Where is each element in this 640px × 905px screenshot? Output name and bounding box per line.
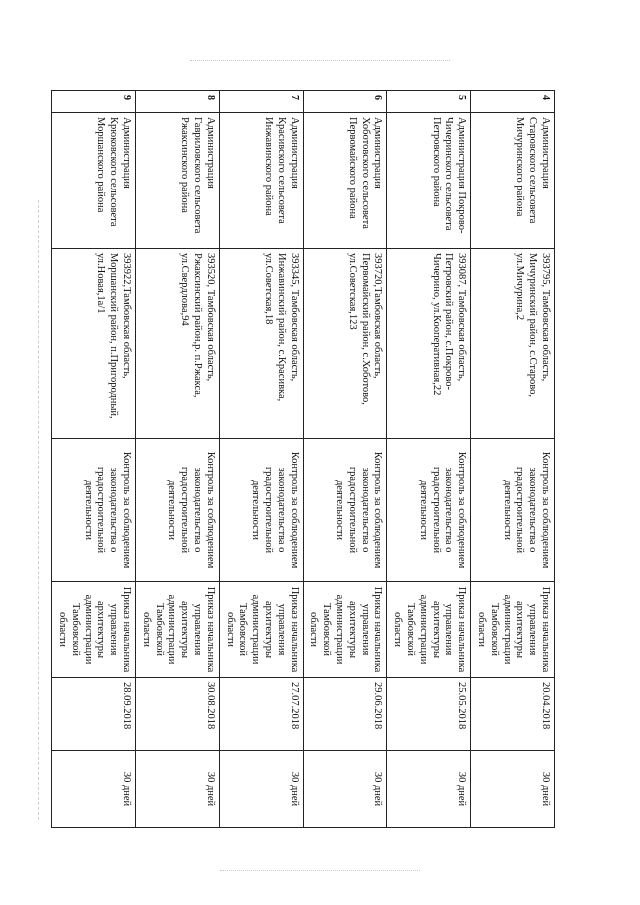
table-row xyxy=(136,91,220,828)
row-number-cell: 9 xyxy=(52,91,136,113)
scan-artifact-top xyxy=(190,60,450,67)
organization-address-cell: 393720,Тамбовская область, Первомайский район, с.Хоботово, ул.Советская,123 xyxy=(303,249,387,439)
inspection-period-cell: 30 дней xyxy=(387,751,471,828)
control-subject-cell: Контроль за соблюдением законодательства о градостроительной деятельности xyxy=(219,439,303,582)
order-basis-cell: Приказ начальника управления архитектуры администрации Тамбовской области xyxy=(219,582,303,678)
inspection-date-cell: 30.08.2018 xyxy=(136,678,220,751)
inspection-schedule-table xyxy=(51,90,555,828)
organization-address-cell: 393922,Тамбовская область, Моршанский район, п.Пригородный, ул.Новая,1а/1 xyxy=(52,249,136,439)
document-page xyxy=(57,90,555,827)
control-subject-cell: Контроль за соблюдением законодательства о градостроительной деятельности xyxy=(303,439,387,582)
organization-name-cell: Администрация Хоботовского сельсовета Первомайского района xyxy=(303,113,387,249)
table-row xyxy=(387,91,471,828)
inspection-date-cell: 25.05.2018 xyxy=(387,678,471,751)
scan-artifact-left xyxy=(38,200,40,820)
row-number-cell: 7 xyxy=(219,91,303,113)
control-subject-cell: Контроль за соблюдением законодательства о градостроительной деятельности xyxy=(52,439,136,582)
inspection-period-cell: 30 дней xyxy=(471,751,555,828)
organization-address-cell: 393345, Тамбовская область, Инжавинский район, с.Красивка, ул.Советская,18 xyxy=(219,249,303,439)
inspection-date-cell: 20.04.2018 xyxy=(471,678,555,751)
order-basis-cell: Приказ начальника управления архитектуры администрации Тамбовской области xyxy=(387,582,471,678)
inspection-date-cell: 29.06.2018 xyxy=(303,678,387,751)
row-number-cell: 5 xyxy=(387,91,471,113)
organization-name-cell: Администрация Красивского сельсовета Инжавинского района xyxy=(219,113,303,249)
organization-name-cell: Администрация Гавриловского сельсовета Ржаксинского района xyxy=(136,113,220,249)
organization-name-cell: Администрация Покрово-Чичеринского сельсовета Петровского района xyxy=(387,113,471,249)
organization-name-cell: Администрация Старовского сельсовета Мичуринского района xyxy=(471,113,555,249)
rotated-table-container xyxy=(57,90,555,827)
inspection-period-cell: 30 дней xyxy=(136,751,220,828)
row-number-cell: 6 xyxy=(303,91,387,113)
control-subject-cell: Контроль за соблюдением законодательства о градостроительной деятельности xyxy=(471,439,555,582)
inspection-period-cell: 30 дней xyxy=(219,751,303,828)
inspection-period-cell: 30 дней xyxy=(303,751,387,828)
organization-address-cell: 393087, Тамбовская область, Петровский район, с.Покрово-Чичерино, ул.Кооперативная,22 xyxy=(387,249,471,439)
table-row xyxy=(471,91,555,828)
inspection-date-cell: 28.09.2018 xyxy=(52,678,136,751)
order-basis-cell: Приказ начальника управления архитектуры администрации Тамбовской области xyxy=(303,582,387,678)
organization-address-cell: 393520, Тамбовская область, Ржаксинский район,р. п.Ржакса, ул.Свердлова,94 xyxy=(136,249,220,439)
table-row xyxy=(219,91,303,828)
inspection-period-cell: 30 дней xyxy=(52,751,136,828)
organization-name-cell: Администрация Крюковского сельсовета Моршанского района xyxy=(52,113,136,249)
order-basis-cell: Приказ начальника управления архитектуры администрации Тамбовской области xyxy=(471,582,555,678)
inspection-date-cell: 27.07.2018 xyxy=(219,678,303,751)
scan-artifact-bottom xyxy=(220,870,420,877)
order-basis-cell: Приказ начальника управления архитектуры администрации Тамбовской области xyxy=(52,582,136,678)
organization-address-cell: 393795, Тамбовская область, Мичуринский район, с.Старово, ул.Мичурина,2 xyxy=(471,249,555,439)
table-row xyxy=(303,91,387,828)
row-number-cell: 4 xyxy=(471,91,555,113)
order-basis-cell: Приказ начальника управления архитектуры администрации Тамбовской области xyxy=(136,582,220,678)
control-subject-cell: Контроль за соблюдением законодательства о градостроительной деятельности xyxy=(136,439,220,582)
control-subject-cell: Контроль за соблюдением законодательства о градостроительной деятельности xyxy=(387,439,471,582)
table-row xyxy=(52,91,136,828)
row-number-cell: 8 xyxy=(136,91,220,113)
